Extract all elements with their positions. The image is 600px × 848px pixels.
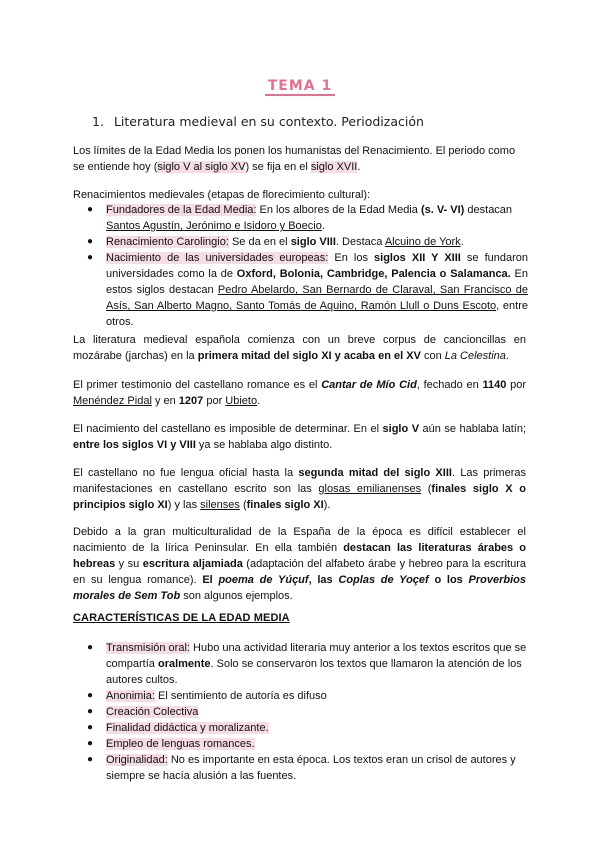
renacimientos-list — [73, 202, 528, 330]
list-item: ● Fundadores de la Edad Media: En los albores de la Edad Media (s. V- VI) destacan Santos Agustín, Jerónimo e Isidoro y Boecio. — [87, 204, 513, 232]
list-item: ● Creación Colectiva — [87, 706, 199, 718]
list-item: ● Anonimia: El sentimiento de autoría es difuso — [87, 690, 327, 702]
list-item: ● Finalidad didáctica y moralizante. — [87, 722, 269, 734]
page-title: TEMA 1 — [0, 78, 600, 94]
list-item: ● Transmisión oral: Hubo una actividad literaria muy anterior a los textos escritos que se compartía oralmente. Solo se conservaron los textos que llamaron la atención de los autores cultos. — [87, 642, 527, 686]
paragraph-limits: Los límites de la Edad Media los ponen los humanistas del Renacimiento. El periodo como se entiende hoy (siglo V al siglo XV) se fija en el siglo XVII. — [73, 145, 516, 173]
section-subtitle: 1. Literatura medieval en su contexto. Periodización — [92, 114, 424, 129]
list-item: ● Nacimiento de las universidades europeas: En los siglos XII Y XIII se fundaron universidades como la de Oxford, Bolonia, Cambridge, Palencia o Salamanca. En estos siglos destacan Pedro Abelardo, San Bernardo de Claraval, San Francisco de Asís, San Alberto Magno, Santo Tomás de Aquino, Ramón Llull o Duns Escoto, entre otros. — [87, 252, 529, 328]
paragraph-lengua-oficial: El castellano no fue lengua oficial hasta la segunda mitad del siglo XIII. Las primeras manifestaciones en castellano escrito son las glosas emilianenses (finales siglo X o principios siglo XI) y las silenses (finales siglo XI). — [73, 467, 526, 511]
paragraph-origins: La literatura medieval española comienza con un breve corpus de cancioncillas en mozárabe (jarchas) en la primera mitad del siglo XI y acaba en el XV con La Celestina. — [73, 334, 526, 362]
renacimientos-intro: Renacimientos medievales (etapas de florecimiento cultural): — [73, 189, 371, 201]
paragraph-cantar: El primer testimonio del castellano romance es el Cantar de Mío Cid, fechado en 1140 por Menéndez Pidal y en 1207 por Ubieto. — [73, 379, 526, 407]
paragraph-nacimiento: El nacimiento del castellano es imposible de determinar. En el siglo V aún se hablaba latín; entre los siglos VI y VIII ya se hablaba algo distinto. — [73, 423, 527, 451]
section-heading: CARACTERÍSTICAS DE LA EDAD MEDIA — [73, 612, 290, 624]
list-item: ● Empleo de lenguas romances. — [87, 738, 255, 750]
list-item: ● Renacimiento Carolingio: Se da en el siglo VIII. Destaca Alcuino de York. — [87, 236, 464, 248]
caracteristicas-list — [73, 640, 528, 784]
list-item: ● Originalidad: No es importante en esta época. Los textos eran un crisol de autores y siempre se hacía alusión a las fuentes. — [87, 754, 516, 782]
paragraph-multiculturalidad: Debido a la gran multiculturalidad de la España de la época es difícil establecer el nacimiento de la lírica Peninsular. En ella también destacan las literaturas árabes o hebreas y su escritura aljamiada (adaptación del alfabeto árabe y hebreo para la escritura en su lengua romance). El poema de Yúçuf, las Coplas de Yoçef o los Proverbios morales de Sem Tob son algunos ejemplos. — [73, 526, 526, 602]
